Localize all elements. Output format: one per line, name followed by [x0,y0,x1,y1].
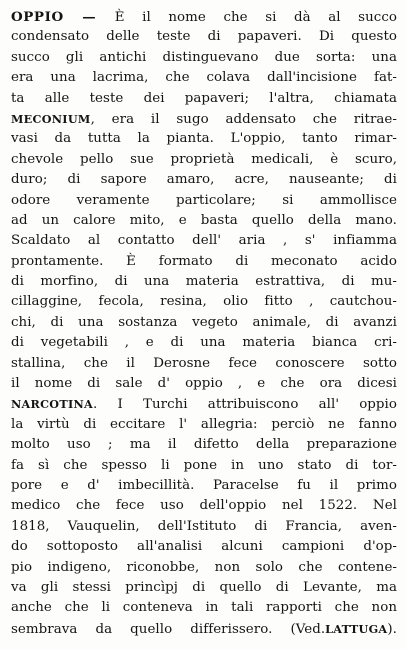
entry-line [11,558,397,578]
dictionary-entry-oppio [11,7,397,639]
entry-line [11,68,397,88]
entry-text: cillaggine, fecola, resina, olio fitto , cautchou- [11,294,397,310]
entry-line [11,619,397,639]
entry-text: duro; di sapore amaro, acre, nauseante; di [11,172,397,188]
entry-line [11,517,397,537]
entry-line [11,598,397,618]
cross-reference-term: NARCOTINA [11,397,94,412]
entry-line [11,354,397,374]
entry-text: ta alle teste dei papaveri; l'altra, chiamata [11,90,397,106]
entry-text: sembrava da quello differissero. (Ved. [11,621,326,637]
entry-text: succo gli antichi distinguevano due sorta: una [11,49,397,65]
entry-headword: OPPIO [11,9,64,25]
entry-line [11,333,397,353]
entry-text: È il nome che si dà al succo [114,10,397,25]
entry-text: molto uso ; ma il difetto della preparazione [11,437,397,453]
entry-text: fa sì che spesso li pone in uno stato di tor- [11,457,397,473]
entry-text: ad un calore mito, e basta quello della mano. [11,212,397,228]
entry-text: medico che fece uso dell'oppio nel 1522. Nel [11,498,397,514]
entry-text: . I Turchi attribuiscono all' oppio [93,397,397,413]
entry-line [11,435,397,455]
entry-line [11,170,397,190]
entry-text: chi, di una sostanza vegeto animale, di avanzi [11,314,397,330]
entry-line [11,191,397,211]
entry-line [11,272,397,292]
entry-line [11,7,397,27]
entry-line [11,129,397,149]
entry-line [11,394,397,414]
entry-text: pore e d' imbecillità. Paracelse fu il primo [11,477,397,493]
entry-text: la virtù di eccitare l' allegria: perciò ne fanno [11,416,397,432]
entry-text: odore veramente particolare; si ammollisce [11,192,397,208]
entry-line [11,231,397,251]
entry-line [11,252,397,272]
entry-text: era una lacrima, che colava dall'incisione fat- [11,70,397,86]
entry-line [11,374,397,394]
entry-line [11,496,397,516]
entry-text: Scaldato al contatto dell' aria , s' infiamma [11,233,397,249]
entry-line [11,89,397,109]
cross-reference-term: MECONIUM [11,111,91,126]
entry-text: prontamente. È formato di meconato acido [11,253,397,269]
entry-text: 1818, Vauquelin, dell'Istituto di Francia, aven- [11,518,397,534]
entry-line [11,537,397,557]
entry-line [11,211,397,231]
entry-text: condensato delle teste di papaveri. Di questo [11,29,397,45]
entry-text: va gli stessi princìpj di quello di Levante, ma [11,579,397,595]
entry-line [11,292,397,312]
entry-text: il nome di sale d' oppio , e che ora dicesi [11,376,397,392]
entry-text: vasi da tutta la pianta. L'oppio, tanto rimar- [11,131,397,147]
entry-line [11,27,397,47]
entry-line [11,48,397,68]
entry-text: stallina, che il Derosne fece conoscere sotto [11,355,397,371]
entry-text: do sottoposto all'analisi alcuni campioni d'op- [11,539,397,555]
entry-line [11,150,397,170]
entry-text: chevole pello sue proprietà medicali, è scuro, [11,151,397,167]
entry-text: di vegetabili , e di una materia bianca cri- [11,335,397,351]
entry-line [11,415,397,435]
entry-line [11,109,397,129]
headword-dash: — [63,9,115,25]
entry-line [11,476,397,496]
cross-reference-term: LATTUGA [325,621,388,636]
entry-line [11,456,397,476]
entry-text: , era il sugo addensato che ritrae- [90,111,397,127]
entry-text: ). [387,621,397,637]
entry-line [11,578,397,598]
entry-line [11,313,397,333]
entry-text: anche che li conteneva in tali rapporti che non [11,600,397,616]
entry-text: pio indigeno, riconobbe, non solo che contene- [11,559,397,575]
entry-text: di morfino, di una materia estrattiva, di mu- [11,274,397,290]
